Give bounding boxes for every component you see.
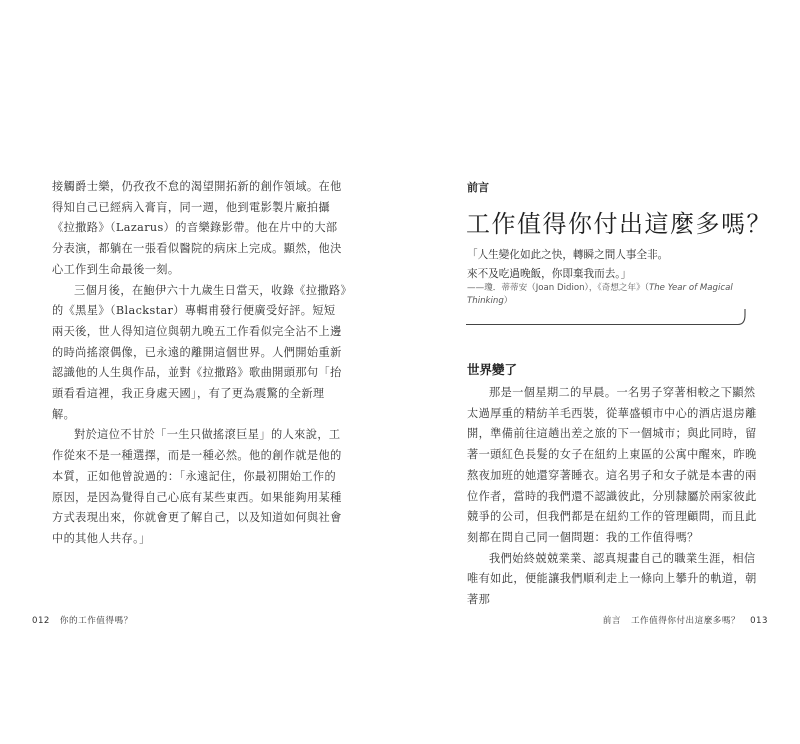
right-page [400,0,800,744]
quote-line-2: 來不及吃過晚飯，你即棄我而去。」 [467,268,632,280]
left-running-title: 你的工作值得嗎？ [59,616,133,626]
right-page-number: 013 [750,616,768,626]
quote-source-prefix: ——瓊．蒂蒂安（Joan Didion），《奇想之年》（ [467,283,649,293]
right-paragraph-1: 那是一個星期二的早晨。一名男子穿著相較之下顯然太過厚重的精紡羊毛西裝，從華盛頓市中心的酒店退房離開，準備前往這趟出差之旅的下一個城市；與此同時，留著一頭紅色長髮的女子在紐約上東區的公寓中醒來，昨晚熬夜加班的她還穿著睡衣。這名男子和女子就是本書的兩位作者，當時的我們還不認識彼此，分別隸屬於兩家彼此競爭的公司，但我們都是在紐約工作的管理顧問，而且此刻都在問自己同一個問題：我的工作值得嗎？ [467,386,757,544]
section-title: 世界變了 [467,362,518,377]
epigraph-quote [467,246,767,284]
right-folio-chapter: 前言 [602,616,621,626]
right-body-text [467,383,757,611]
right-running-title: 工作值得你付出這麼多嗎？ [630,616,741,626]
left-folio [32,614,133,626]
left-paragraph-2: 三個月後，在鮑伊六十九歲生日當天，收錄《拉撒路》的《黑星》（Blackstar）專輯甫發行便廣受好評。短短兩天後，世人得知這位與朝九晚五工作看似完全沾不上邊的時尚搖滾偶像，已永遠的離開這個世界。人們開始重新認識他的人生與作品，並對《拉撒路》歌曲開頭那句「抬頭看看這裡，我正身處天國」，有了更為震驚的全新理解。 [52,283,347,421]
quote-line-1: 「人生變化如此之快，轉瞬之間人事全非。 [467,249,669,261]
left-body-text [52,177,347,550]
quote-source-book: The Year of Magical Thinking [467,283,733,306]
left-paragraph-1: 接觸爵士樂，仍孜孜不怠的渴望開拓新的創作領域。在他得知自己已經病入膏肓，同一週，他到電影製片廠拍攝《拉撒路》（Lazarus）的音樂錄影帶。他在片中的大部分表演，都躺在一張看似醫院的病床上完成。顯然，他決心工作到生命最後一刻。 [52,180,342,276]
left-paragraph-3: 對於這位不甘於「一生只做搖滾巨星」的人來說，工作從來不是一種選擇，而是一種必然。他的創作就是他的本質，正如他曾說過的：「永遠記住，你最初開始工作的原因，是因為覺得自己心底有某些東西。如果能夠用某種方式表現出來，你就會更了解自己，以及知道如何與社會中的其他人共存。」 [52,428,342,545]
quote-source-suffix: ） [503,296,513,306]
quote-attribution [467,282,757,308]
right-folio [603,614,768,626]
chapter-label: 前言 [467,181,489,194]
left-page-number: 012 [32,616,50,626]
epigraph-divider [466,309,748,327]
right-paragraph-2: 我們始終兢兢業業、認真規畫自己的職業生涯，相信唯有如此，便能讓我們順利走上一條向上攀升的軌道，朝著那 [467,551,757,607]
chapter-title: 工作值得你付出這麼多嗎？ [466,210,772,238]
